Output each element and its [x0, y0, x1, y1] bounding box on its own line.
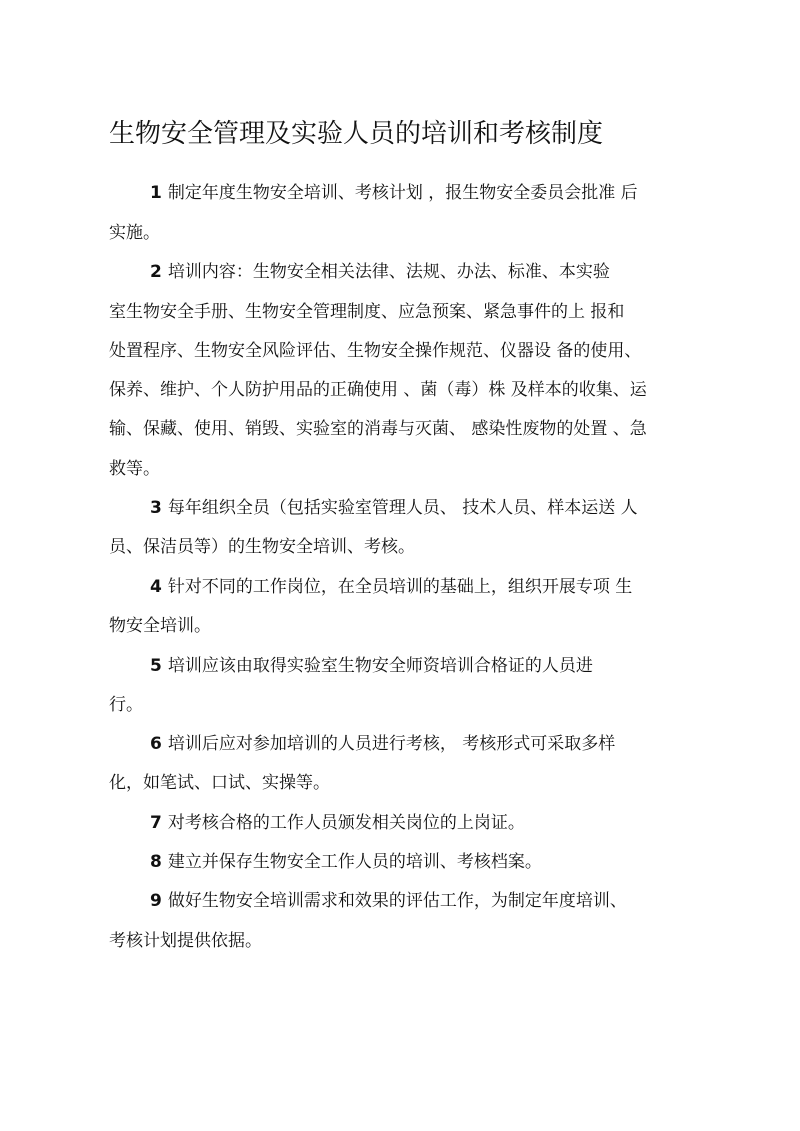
item-number: 8 — [150, 852, 162, 872]
list-item-8-line-1: 8 建立并保存生物安全工作人员的培训、考核档案。 — [150, 852, 542, 872]
list-item-3-line-2: 员、保洁员等）的生物安全培训、考核。 — [109, 537, 415, 557]
list-item-2-line-5: 输、保藏、使用、销毁、实验室的消毒与灭菌、 感染性废物的处置 、急 — [109, 419, 647, 439]
list-item-6-line-1: 6 培训后应对参加培训的人员进行考核， 考核形式可采取多样 — [150, 734, 616, 754]
list-item-6-line-2: 化，如笔试、口试、实操等。 — [109, 773, 330, 793]
page-title: 生物安全管理及实验人员的培训和考核制度 — [109, 119, 604, 149]
list-item-5-line-2: 行。 — [109, 695, 143, 715]
list-item-4-line-2: 物安全培训。 — [109, 616, 211, 636]
list-item-1-line-2: 实施。 — [109, 223, 160, 243]
item-number: 7 — [150, 813, 162, 833]
list-item-9-line-1: 9 做好生物安全培训需求和效果的评估工作，为制定年度培训、 — [150, 891, 627, 911]
list-item-2-line-6: 救等。 — [109, 459, 160, 479]
item-number: 2 — [150, 262, 162, 282]
item-number: 5 — [150, 656, 162, 676]
list-item-3-line-1: 3 每年组织全员（包括实验室管理人员、 技术人员、样本运送 人 — [150, 498, 638, 518]
item-number: 1 — [150, 183, 162, 203]
item-number: 6 — [150, 734, 162, 754]
list-item-2-line-1: 2 培训内容：生物安全相关法律、法规、办法、标准、本实验 — [150, 262, 610, 282]
list-item-2-line-2: 室生物安全手册、生物安全管理制度、应急预案、紧急事件的上 报和 — [109, 302, 625, 322]
list-item-1-line-1: 1 制定年度生物安全培训、考核计划 ，报生物安全委员会批准 后 — [150, 183, 638, 203]
item-number: 3 — [150, 498, 162, 518]
list-item-9-line-2: 考核计划提供依据。 — [109, 931, 262, 951]
list-item-2-line-3: 处置程序、生物安全风险评估、生物安全操作规范、仪器设 备的使用、 — [109, 341, 642, 361]
list-item-4-line-1: 4 针对不同的工作岗位，在全员培训的基础上，组织开展专项 生 — [150, 577, 633, 597]
item-number: 9 — [150, 891, 162, 911]
list-item-7-line-1: 7 对考核合格的工作人员颁发相关岗位的上岗证。 — [150, 813, 525, 833]
list-item-2-line-4: 保养、维护、个人防护用品的正确使用 、菌（毒）株 及样本的收集、运 — [109, 380, 647, 400]
list-item-5-line-1: 5 培训应该由取得实验室生物安全师资培训合格证的人员进 — [150, 656, 593, 676]
item-number: 4 — [150, 577, 162, 597]
